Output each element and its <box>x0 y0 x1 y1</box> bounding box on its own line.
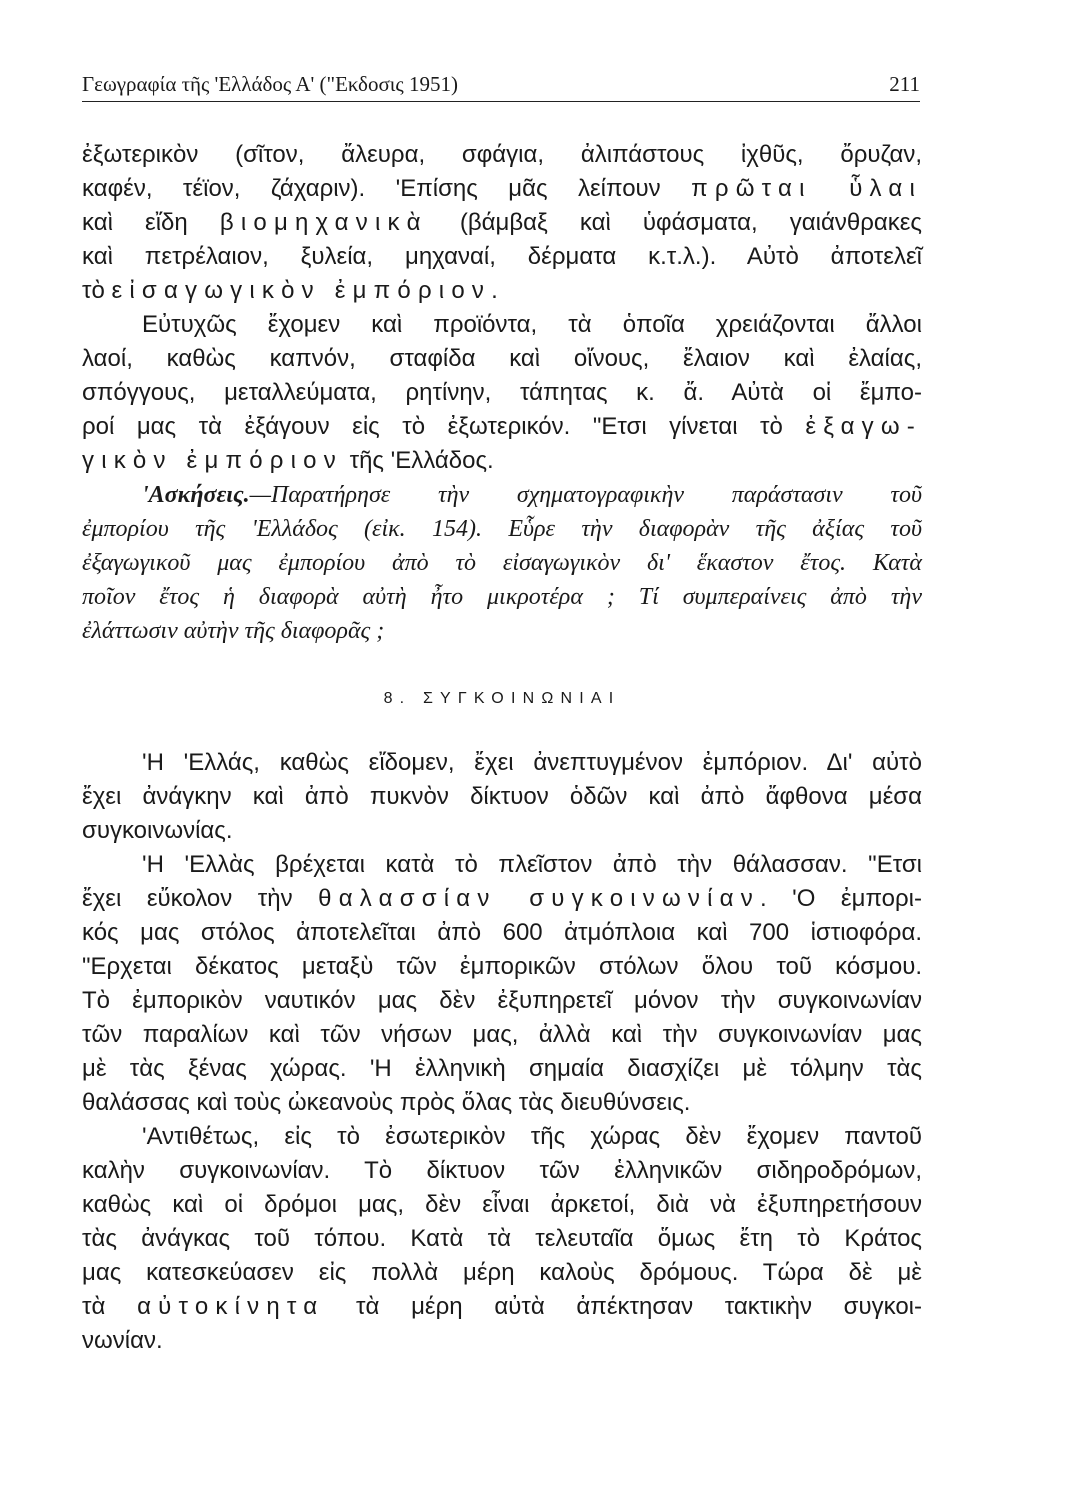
paragraph-inland <box>82 1120 922 1358</box>
text-line: καθὼς καὶ οἱ δρόμοι μας, δὲν εἶναι ἀρκετοί, διὰ νὰ ἐξυπηρετήσουν <box>82 1191 922 1218</box>
text-line: ἐλάττωσιν αὐτὴν τῆς διαφορᾶς ; <box>82 618 385 644</box>
text-line: Τὸ ἐμπορικὸν ναυτικόν μας δὲν ἐξυπηρετεῖ μόνον τὴν συγκοινωνίαν <box>82 987 922 1014</box>
emphasis-raw-materials: πρῶται ὗλαι <box>691 175 922 202</box>
paragraph-sea <box>82 848 922 1120</box>
page-body <box>82 138 922 1358</box>
running-header <box>82 72 920 102</box>
exercises-block <box>82 478 922 648</box>
emphasis-export-start: ἐξαγω- <box>805 413 922 440</box>
text-line: καφέν, τέϊον, ζάχαριν). 'Επίσης μᾶς λείπουν πρῶται ὗλαι <box>82 175 922 202</box>
text-line: ἔχει ἀνάγκην καὶ ἀπὸ πυκνὸν δίκτυον ὁδῶν καὶ ἀπὸ ἄφθονα μέσα <box>82 783 922 810</box>
text-line: 'Η 'Ελλὰς βρέχεται κατὰ τὸ πλεῖστον ἀπὸ τὴν θάλασσαν. "Ετσι <box>142 851 922 878</box>
text-line: θαλάσσας καὶ τοὺς ὠκεανοὺς πρὸς ὅλας τὰς διευθύνσεις. <box>82 1089 691 1116</box>
emphasis-sea-transport: θαλασσίαν συγκοινωνίαν <box>318 885 760 912</box>
text-line: καλὴν συγκοινωνίαν. Τὸ δίκτυον τῶν ἑλληνικῶν σιδηροδρόμων, <box>82 1157 922 1184</box>
text-line: 'Η 'Ελλάς, καθὼς εἴδομεν, ἔχει ἀνεπτυγμένον ἐμπόριον. Δι' αὐτὸ <box>142 749 922 776</box>
exercises-label: 'Ασκήσεις. <box>142 482 250 508</box>
text-line: τῶν παραλίων καὶ τῶν νήσων μας, ἀλλὰ καὶ τὴν συγκοινωνίαν μας <box>82 1021 922 1048</box>
paragraph-exports <box>82 308 922 478</box>
text-line: τὰ αὐτοκίνητα τὰ μέρη αὐτὰ ἀπέκτησαν τακτικὴν συγκοι- <box>82 1293 923 1320</box>
text-line: ροί μας τὰ ἐξάγουν εἰς τὸ ἐξωτερικόν. "Ετσι γίνεται τὸ ἐξαγω- <box>82 413 922 440</box>
paragraph-commerce <box>82 746 922 848</box>
emphasis-export-trade: γικὸν ἐμπόριον <box>82 447 343 474</box>
text-line: συγκοινωνίας. <box>82 817 233 844</box>
text-line: νωνίαν. <box>82 1327 163 1354</box>
text-line: ἐξωτερικὸν (σῖτον, ἄλευρα, σφάγια, ἀλιπάστους ἰχθῦς, ὄρυζαν, <box>82 141 922 168</box>
text-line: μὲ τὰς ξένας χώρας. 'Η ἑλληνικὴ σημαία διασχίζει μὲ τόλμην τὰς <box>82 1055 922 1082</box>
emphasis-industrial: βιομηχανικὰ <box>219 209 428 236</box>
running-title: Γεωγραφία τῆς 'Ελλάδος Α' ("Εκδοσις 1951) <box>82 72 458 96</box>
text-line: ἐξαγωγικοῦ μας ἐμπορίου ἀπὸ τὸ εἰσαγωγικὸν δι' ἕκαστον ἔτος. Κατὰ <box>82 550 922 576</box>
paragraph-imports <box>82 138 922 308</box>
text-line: καὶ πετρέλαιον, ξυλεία, μηχαναί, δέρματα κ.τ.λ.). Αὐτὸ ἀποτελεῖ <box>82 243 922 270</box>
text-line: τὰς ἀνάγκας τοῦ τόπου. Κατὰ τὰ τελευταῖα ὅμως ἔτη τὸ Κράτος <box>82 1225 922 1252</box>
text-line: Εὐτυχῶς ἔχομεν καὶ προϊόντα, τὰ ὁποῖα χρειάζονται ἄλλοι <box>142 311 922 338</box>
text-line: ποῖον ἔτος ἡ διαφορὰ αὐτὴ ἦτο μικροτέρα ; Τί συμπεραίνεις ἀπὸ τὴν <box>82 584 922 610</box>
text-line: 'Ασκήσεις.—Παρατήρησε τὴν σχηματογραφικὴν παράστασιν τοῦ <box>142 482 922 508</box>
page-number: 211 <box>889 72 920 96</box>
text-line: κός μας στόλος ἀποτελεῖται ἀπὸ 600 ἀτμόπλοια καὶ 700 ἱστιοφόρα. <box>82 919 922 946</box>
text-line: λαοί, καθὼς καπνόν, σταφίδα καὶ οἴνους, ἔλαιον καὶ ἐλαίας, <box>82 345 922 372</box>
text-line: σπόγγους, μεταλλεύματα, ρητίνην, τάπητας κ. ἄ. Αὐτὰ οἱ ἔμπο- <box>82 379 922 406</box>
text-line: καὶ εἴδη βιομηχανικὰ (βάμβαξ καὶ ὑφάσματα, γαιάνθρακες <box>82 209 922 236</box>
text-line: ἔχει εὔκολον τὴν θαλασσίαν συγκοινωνίαν. 'Ο ἐμπορι- <box>82 885 923 912</box>
section-heading: 8. ΣΥΓΚΟΙΝΩΝΙΑΙ <box>383 690 621 707</box>
text-line: 'Αντιθέτως, εἰς τὸ ἐσωτερικὸν τῆς χώρας δὲν ἔχομεν παντοῦ <box>142 1123 922 1150</box>
text-line: τὸ εἰσαγωγικὸν ἐμπόριον. <box>82 277 498 304</box>
text-line: μας κατεσκεύασεν εἰς πολλὰ μέρη καλοὺς δρόμους. Τώρα δὲ μὲ <box>82 1259 922 1286</box>
text-line: "Ερχεται δέκατος μεταξὺ τῶν ἐμπορικῶν στόλων ὅλου τοῦ κόσμου. <box>82 953 922 980</box>
emphasis-import-trade: εἰσαγωγικὸν ἐμπόριον <box>111 277 492 304</box>
text-line: ἐμπορίου τῆς 'Ελλάδος (εἰκ. 154). Εὗρε τὴν διαφορὰν τῆς ἀξίας τοῦ <box>82 516 922 542</box>
text-line: γικὸν ἐμπόριον τῆς 'Ελλάδος. <box>82 447 494 474</box>
emphasis-automobiles: αὐτοκίνητα <box>137 1293 325 1320</box>
